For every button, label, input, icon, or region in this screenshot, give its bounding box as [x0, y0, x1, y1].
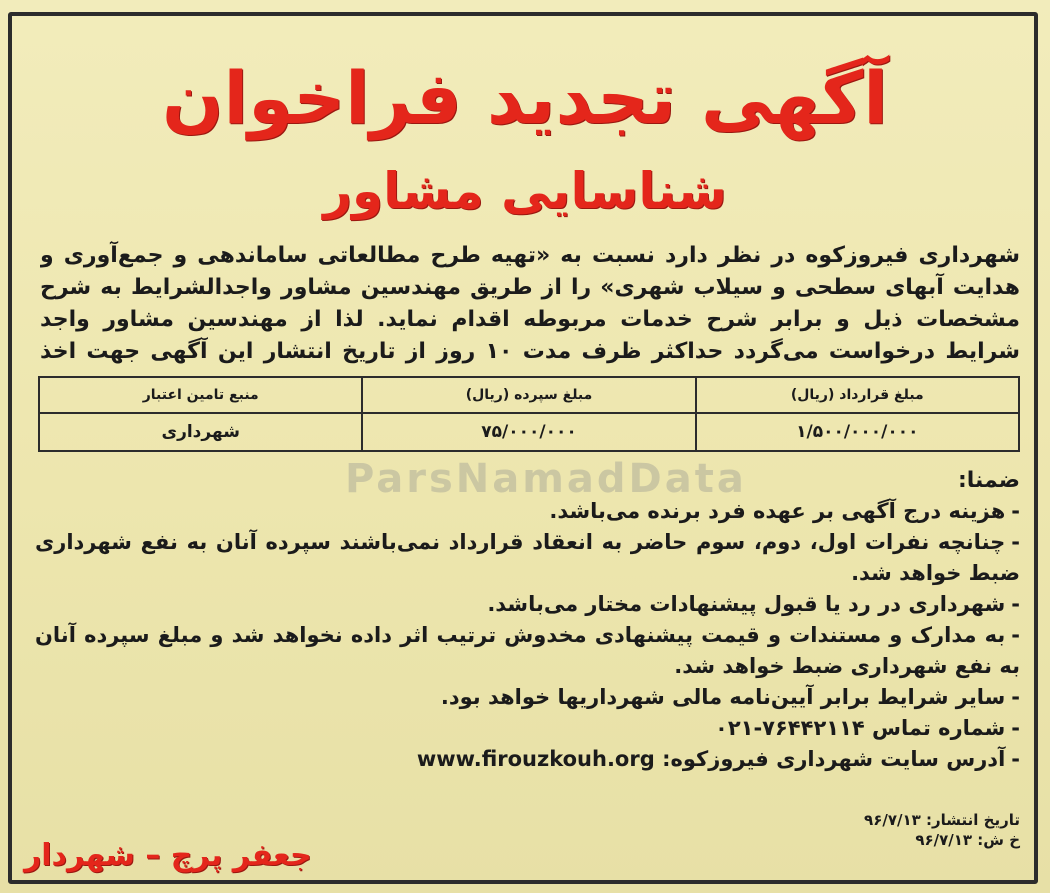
header-funding-source: منبع تامین اعتبار [39, 377, 362, 413]
list-item: -شهرداری در رد یا قبول پیشنهادات مختار می‌باشد. [487, 592, 1020, 616]
cell-deposit-amount: ۷۵/۰۰۰/۰۰۰ [362, 413, 695, 451]
dates-block [864, 810, 1020, 850]
ad-footer [24, 810, 1020, 873]
list-item: -آدرس سایت شهرداری فیروزکوه: www.firouzkouh.org [416, 747, 1020, 771]
kh-sh-date: خ ش: ۹۶/۷/۱۳ [915, 831, 1020, 849]
list-item: -به مدارک و مستندات و قیمت پیشنهادی مخدوش ترتیب اثر داده نخواهد شد و مبلغ سپرده آنان به نفع شهرداری ضبط خواهد شد. [35, 623, 1020, 678]
note-text: سایر شرایط برابر آیین‌نامه مالی شهرداریها خواهد بود. [440, 685, 1006, 709]
notes-list [35, 496, 1020, 775]
mayor-signature: جعفر پرچ – شهردار [24, 838, 312, 873]
note-text: به مدارک و مستندات و قیمت پیشنهادی مخدوش ترتیب اثر داده نخواهد شد و مبلغ سپرده آنان به نفع شهرداری ضبط خواهد شد. [35, 623, 1020, 678]
note-text: چنانچه نفرات اول، دوم، سوم حاضر به انعقاد قرارداد نمی‌باشند سپرده آنان به نفع شهرداری ضبط خواهد شد. [35, 530, 1020, 585]
ad-subtitle: شناسایی مشاور [323, 162, 727, 220]
header-deposit-amount: مبلغ سپرده (ریال) [362, 377, 695, 413]
note-text: هزینه درج آگهی بر عهده فرد برنده می‌باشد. [549, 499, 1006, 523]
website-label: آدرس سایت شهرداری فیروزکوه: [662, 747, 1006, 771]
intro-paragraph: شهرداری فیروزکوه در نظر دارد نسبت به «تهیه طرح مطالعاتی ساماندهی و جمع‌آوری و هدایت آبهای سطحی و سیلاب شهری» را از طریق مهندسین مشاور واجدالشرایط به شرح مشخصات ذیل و برابر شرح خدمات مربوطه اقدام نماید. لذا از مهندسین مشاور واجد شرایط درخواست می‌گردد حداکثر ظرف مدت ۱۰ روز از تاریخ انتشار این آگهی جهت اخذ [40, 243, 1020, 364]
note-text: شهرداری در رد یا قبول پیشنهادات مختار می‌باشد. [487, 592, 1006, 616]
cell-contract-amount: ۱/۵۰۰/۰۰۰/۰۰۰ [696, 413, 1019, 451]
table-row [39, 413, 1019, 451]
publish-date: تاریخ انتشار: ۹۶/۷/۱۳ [864, 811, 1020, 829]
note-text: شماره تماس ۷۶۴۴۲۱۱۴-۰۲۱ [715, 716, 1006, 740]
table-header-row [39, 377, 1019, 413]
list-item: -چنانچه نفرات اول، دوم، سوم حاضر به انعقاد قرارداد نمی‌باشند سپرده آنان به نفع شهرداری ضبط خواهد شد. [35, 530, 1020, 585]
list-item: -هزینه درج آگهی بر عهده فرد برنده می‌باشد. [549, 499, 1020, 523]
ad-title: آگهی تجدید فراخوان [162, 56, 888, 140]
cell-funding-source: شهرداری [39, 413, 362, 451]
watermark-text: ParsNamadData [345, 456, 747, 502]
ad-content [24, 20, 1020, 880]
website-link[interactable]: www.firouzkouh.org [416, 747, 655, 771]
list-item: -شماره تماس ۷۶۴۴۲۱۱۴-۰۲۱ [715, 716, 1020, 740]
notes-label: ضمنا: [957, 468, 1020, 493]
contract-table [38, 376, 1020, 452]
header-contract-amount: مبلغ قرارداد (ریال) [696, 377, 1019, 413]
list-item: -سایر شرایط برابر آیین‌نامه مالی شهرداریها خواهد بود. [440, 685, 1020, 709]
